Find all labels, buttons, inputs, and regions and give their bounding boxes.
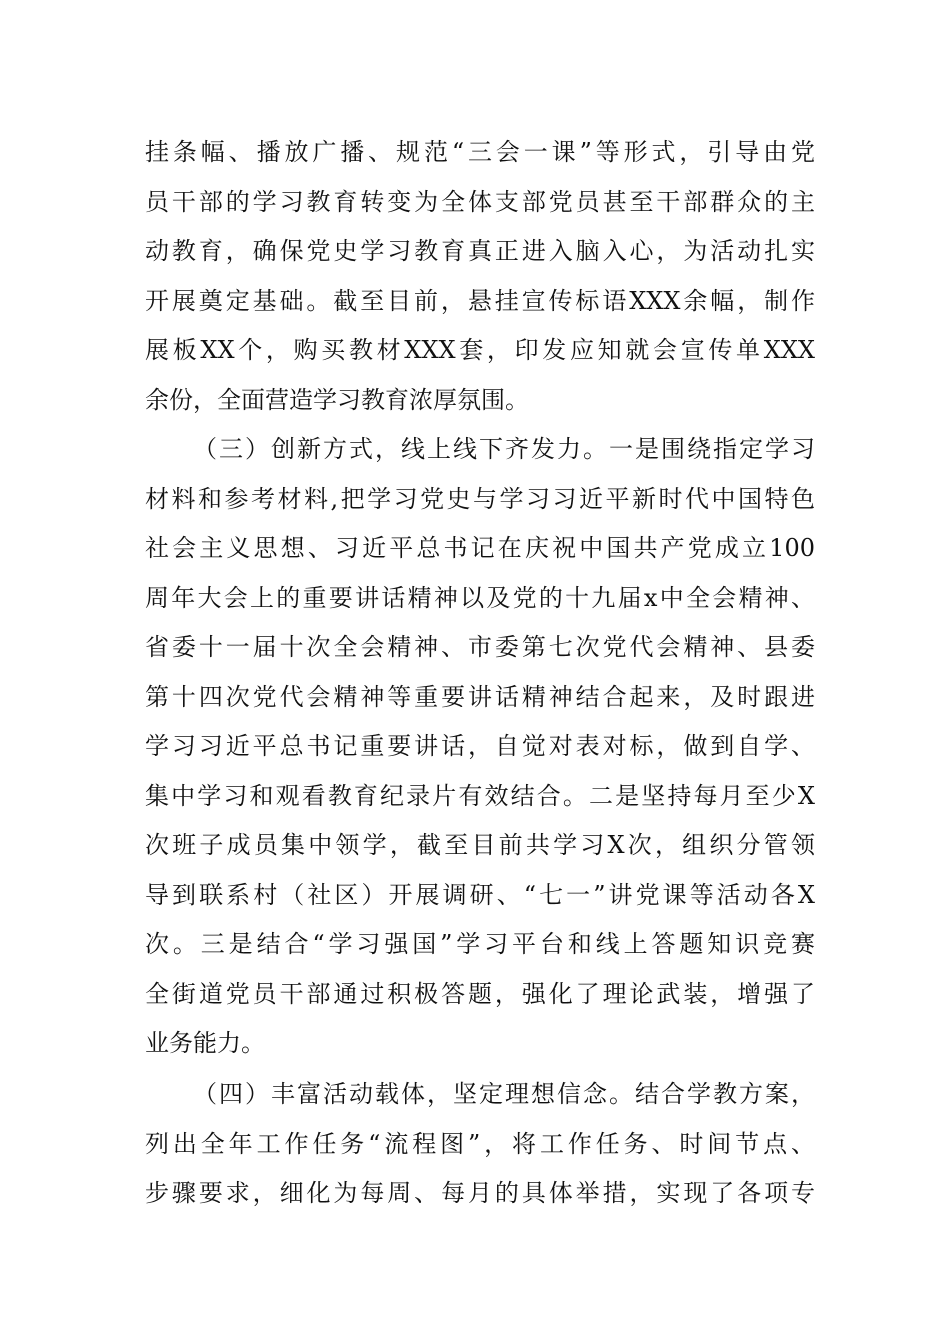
paragraph-line: 集中学习和观看教育纪录片有效结合。二是坚持每月至少X	[145, 781, 815, 810]
paragraph-line: 次班子成员集中领学，截至目前共学习X次，组织分管领	[145, 831, 815, 859]
paragraph-line: 展板XX个，购买教材XXX套，印发应知就会宣传单XXX	[145, 336, 815, 364]
paragraph-line: 步骤要求，细化为每周、每月的具体举措，实现了各项专	[145, 1179, 815, 1207]
paragraph-line: （四）丰富活动载体，坚定理想信念。结合学教方案，	[193, 1080, 815, 1108]
paragraph-line: 材料和参考材料,把学习党史与学习习近平新时代中国特色	[145, 484, 815, 513]
paragraph-line: 第十四次党代会精神等重要讲话精神结合起来，及时跟进	[145, 682, 815, 711]
paragraph-line: 全街道党员干部通过积极答题，强化了理论武装，增强了	[145, 979, 815, 1008]
paragraph-line: 导到联系村（社区）开展调研、“七一”讲党课等活动各X	[145, 880, 815, 909]
paragraph-1	[145, 128, 815, 425]
paragraph-3	[145, 1070, 815, 1219]
paragraph-line: 员干部的学习教育转变为全体支部党员甚至干部群众的主	[145, 187, 815, 216]
paragraph-line: 次。三是结合“学习强国”学习平台和线上答题知识竞赛	[145, 930, 815, 958]
paragraph-2	[145, 425, 815, 1069]
paragraph-line: 动教育，确保党史学习教育真正进入脑入心，为活动扎实	[145, 237, 815, 265]
paragraph-line: 业务能力。	[145, 1029, 265, 1057]
paragraph-line: 挂条幅、播放广播、规范“三会一课”等形式，引导由党	[145, 138, 815, 166]
paragraph-line: 周年大会上的重要讲话精神以及党的十九届x中全会精神、	[145, 583, 815, 612]
paragraph-line: 学习习近平总书记重要讲话，自觉对表对标，做到自学、	[145, 732, 815, 760]
paragraph-line: 社会主义思想、习近平总书记在庆祝中国共产党成立100	[145, 534, 815, 562]
paragraph-line: 省委十一届十次全会精神、市委第七次党代会精神、县委	[145, 633, 815, 661]
paragraph-line: 余份，全面营造学习教育浓厚氛围。	[145, 385, 529, 414]
paragraph-line: 列出全年工作任务“流程图”，将工作任务、时间节点、	[145, 1129, 815, 1158]
paragraph-line: 开展奠定基础。截至目前，悬挂宣传标语XXX余幅，制作	[145, 286, 815, 315]
paragraph-line: （三）创新方式，线上线下齐发力。一是围绕指定学习	[193, 435, 815, 463]
